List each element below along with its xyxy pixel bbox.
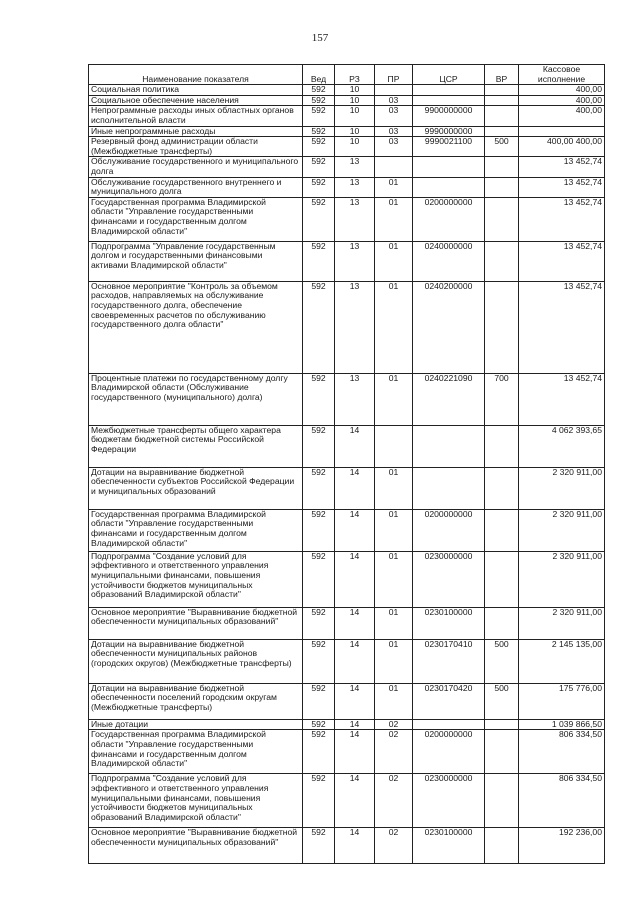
cell-amount: 13 452,74 [519,157,605,177]
cell-ved: 592 [303,719,335,730]
cell-name: Дотации на выравнивание бюджетной обеспеченности муниципальных районов (городских округов) (Межбюджетные трансферты) [89,639,303,683]
cell-vr [485,828,519,864]
cell-amount: 192 236,00 [519,828,605,864]
table-row [89,197,605,241]
cell-ved: 592 [303,197,335,241]
cell-ved: 592 [303,95,335,106]
cell-rz: 14 [335,425,375,467]
cell-ved: 592 [303,551,335,607]
cell-rz: 14 [335,774,375,828]
cell-ved: 592 [303,509,335,551]
table-row [89,106,605,126]
cell-name: Межбюджетные трансферты общего характера бюджетам бюджетной системы Российской Федерации [89,425,303,467]
cell-ved: 592 [303,177,335,197]
cell-vr: 500 [485,137,519,157]
cell-ved: 592 [303,241,335,281]
cell-csr: 0230170420 [413,683,485,719]
cell-amount: 13 452,74 [519,373,605,425]
cell-pr: 01 [375,197,413,241]
cell-csr: 0240221090 [413,373,485,425]
header-name: Наименование показателя [89,65,303,85]
cell-rz: 14 [335,719,375,730]
cell-csr [413,719,485,730]
cell-csr: 0240000000 [413,241,485,281]
cell-csr: 0230170410 [413,639,485,683]
cell-csr: 0230000000 [413,551,485,607]
cell-name: Основное мероприятие "Контроль за объемом расходов, направляемых на обслуживание государственного долга, обеспечение своевременных расчетов по обслуживанию государственного долга области" [89,281,303,373]
cell-pr: 02 [375,719,413,730]
cell-rz: 13 [335,177,375,197]
cell-pr: 01 [375,551,413,607]
cell-amount: 175 776,00 [519,683,605,719]
cell-csr: 0200000000 [413,730,485,774]
cell-vr [485,509,519,551]
table-row [89,425,605,467]
cell-ved: 592 [303,730,335,774]
cell-name: Иные непрограммные расходы [89,126,303,137]
cell-pr: 01 [375,177,413,197]
table-row [89,85,605,96]
cell-vr [485,85,519,96]
cell-ved: 592 [303,281,335,373]
table-header-row [89,65,605,85]
cell-amount: 13 452,74 [519,241,605,281]
page-number: 157 [311,32,329,44]
cell-pr: 01 [375,607,413,639]
cell-vr [485,106,519,126]
cell-ved: 592 [303,683,335,719]
cell-rz: 14 [335,467,375,509]
cell-amount: 2 320 911,00 [519,551,605,607]
cell-amount: 2 320 911,00 [519,467,605,509]
header-ved: Вед [303,65,335,85]
cell-amount: 2 320 911,00 [519,509,605,551]
cell-vr [485,126,519,137]
cell-vr: 700 [485,373,519,425]
header-rz: РЗ [335,65,375,85]
table-row [89,137,605,157]
table-row [89,719,605,730]
cell-vr [485,157,519,177]
cell-amount: 13 452,74 [519,281,605,373]
cell-amount: 1 039 866,50 [519,719,605,730]
cell-name: Процентные платежи по государственному долгу Владимирской области (Обслуживание государственного (муниципального) долга) [89,373,303,425]
cell-vr [485,241,519,281]
cell-name: Социальное обеспечение населения [89,95,303,106]
cell-csr: 0230100000 [413,828,485,864]
cell-amount [519,126,605,137]
cell-name: Обслуживание государственного и муниципального долга [89,157,303,177]
cell-vr [485,730,519,774]
cell-rz: 14 [335,607,375,639]
cell-name: Государственная программа Владимирской области "Управление государственными финансами и государственным долгом Владимирской области" [89,730,303,774]
cell-ved: 592 [303,157,335,177]
header-csr: ЦСР [413,65,485,85]
table-row [89,551,605,607]
cell-amount: 400,00 [519,95,605,106]
table-row [89,509,605,551]
cell-csr: 0200000000 [413,197,485,241]
cell-csr [413,467,485,509]
table-row [89,241,605,281]
cell-pr: 02 [375,730,413,774]
cell-amount: 400,00 [519,106,605,126]
cell-amount: 400,00 [519,85,605,96]
cell-vr [485,197,519,241]
cell-ved: 592 [303,607,335,639]
cell-ved: 592 [303,137,335,157]
cell-name: Непрограммные расходы иных областных органов исполнительной власти [89,106,303,126]
cell-csr: 0230100000 [413,607,485,639]
cell-rz: 10 [335,126,375,137]
cell-amount: 806 334,50 [519,730,605,774]
cell-name: Подпрограмма "Управление государственным долгом и государственными финансовыми активами Владимирской области" [89,241,303,281]
cell-name: Дотации на выравнивание бюджетной обеспеченности субъектов Российской Федерации и муниципальных образований [89,467,303,509]
table-row [89,730,605,774]
cell-rz: 14 [335,639,375,683]
cell-pr: 01 [375,639,413,683]
cell-ved: 592 [303,106,335,126]
cell-vr [485,774,519,828]
cell-name: Резервный фонд администрации области (Межбюджетные трансферты) [89,137,303,157]
header-amount: Кассовое исполнение [519,65,605,85]
cell-pr: 03 [375,137,413,157]
cell-rz: 13 [335,373,375,425]
cell-pr: 01 [375,281,413,373]
cell-csr: 9990021100 [413,137,485,157]
cell-rz: 14 [335,509,375,551]
table-row [89,373,605,425]
table-row [89,177,605,197]
cell-pr: 02 [375,774,413,828]
cell-ved: 592 [303,828,335,864]
cell-rz: 14 [335,683,375,719]
cell-pr: 01 [375,373,413,425]
table-row [89,639,605,683]
cell-amount: 13 452,74 [519,177,605,197]
cell-name: Основное мероприятие "Выравнивание бюджетной обеспеченности муниципальных образований" [89,828,303,864]
table-row [89,683,605,719]
cell-rz: 14 [335,828,375,864]
cell-csr: 0230000000 [413,774,485,828]
header-vr: ВР [485,65,519,85]
cell-name: Подпрограмма "Создание условий для эффективного и ответственного управления муниципальными финансами, повышения устойчивости бюджетов муниципальных образований Владимирской области" [89,551,303,607]
cell-vr [485,177,519,197]
cell-amount: 2 145 135,00 [519,639,605,683]
cell-name: Обслуживание государственного внутреннего и муниципального долга [89,177,303,197]
cell-pr: 02 [375,828,413,864]
cell-vr [485,607,519,639]
cell-pr: 01 [375,467,413,509]
cell-rz: 13 [335,157,375,177]
cell-amount: 2 320 911,00 [519,607,605,639]
cell-pr [375,85,413,96]
cell-pr [375,425,413,467]
table-row [89,607,605,639]
cell-csr [413,95,485,106]
cell-name: Иные дотации [89,719,303,730]
cell-vr [485,551,519,607]
cell-vr: 500 [485,683,519,719]
cell-rz: 14 [335,551,375,607]
cell-csr: 0240200000 [413,281,485,373]
cell-pr: 01 [375,509,413,551]
cell-csr [413,177,485,197]
cell-csr: 0200000000 [413,509,485,551]
cell-vr [485,281,519,373]
header-pr: ПР [375,65,413,85]
cell-ved: 592 [303,467,335,509]
cell-name: Государственная программа Владимирской области "Управление государственными финансами и государственным долгом Владимирской области" [89,197,303,241]
table-row [89,95,605,106]
cell-ved: 592 [303,639,335,683]
cell-ved: 592 [303,774,335,828]
cell-ved: 592 [303,85,335,96]
cell-csr [413,157,485,177]
cell-pr [375,157,413,177]
cell-ved: 592 [303,126,335,137]
cell-name: Дотации на выравнивание бюджетной обеспеченности поселений городским округам (Межбюджетные трансферты) [89,683,303,719]
cell-ved: 592 [303,425,335,467]
cell-ved: 592 [303,373,335,425]
cell-pr: 03 [375,95,413,106]
cell-rz: 10 [335,106,375,126]
cell-amount: 400,00 400,00 [519,137,605,157]
cell-rz: 13 [335,241,375,281]
cell-amount: 4 062 393,65 [519,425,605,467]
cell-rz: 14 [335,730,375,774]
cell-vr [485,719,519,730]
cell-vr [485,95,519,106]
table-row [89,467,605,509]
cell-vr: 500 [485,639,519,683]
cell-rz: 10 [335,95,375,106]
cell-amount: 13 452,74 [519,197,605,241]
cell-rz: 10 [335,137,375,157]
cell-pr: 03 [375,126,413,137]
budget-execution-table [88,64,605,864]
cell-rz: 13 [335,281,375,373]
table-row [89,126,605,137]
table-row [89,281,605,373]
cell-pr: 01 [375,683,413,719]
table-row [89,157,605,177]
cell-pr: 03 [375,106,413,126]
cell-rz: 10 [335,85,375,96]
cell-vr [485,425,519,467]
cell-csr [413,85,485,96]
cell-rz: 13 [335,197,375,241]
table-row [89,774,605,828]
cell-pr: 01 [375,241,413,281]
cell-name: Государственная программа Владимирской области "Управление государственными финансами и государственным долгом Владимирской области" [89,509,303,551]
cell-csr: 9900000000 [413,106,485,126]
cell-amount: 806 334,50 [519,774,605,828]
cell-csr [413,425,485,467]
cell-name: Основное мероприятие "Выравнивание бюджетной обеспеченности муниципальных образований" [89,607,303,639]
cell-csr: 9990000000 [413,126,485,137]
cell-name: Подпрограмма "Создание условий для эффективного и ответственного управления муниципальными финансами, повышения устойчивости бюджетов муниципальных образований Владимирской области" [89,774,303,828]
cell-name: Социальная политика [89,85,303,96]
cell-vr [485,467,519,509]
table-row [89,828,605,864]
